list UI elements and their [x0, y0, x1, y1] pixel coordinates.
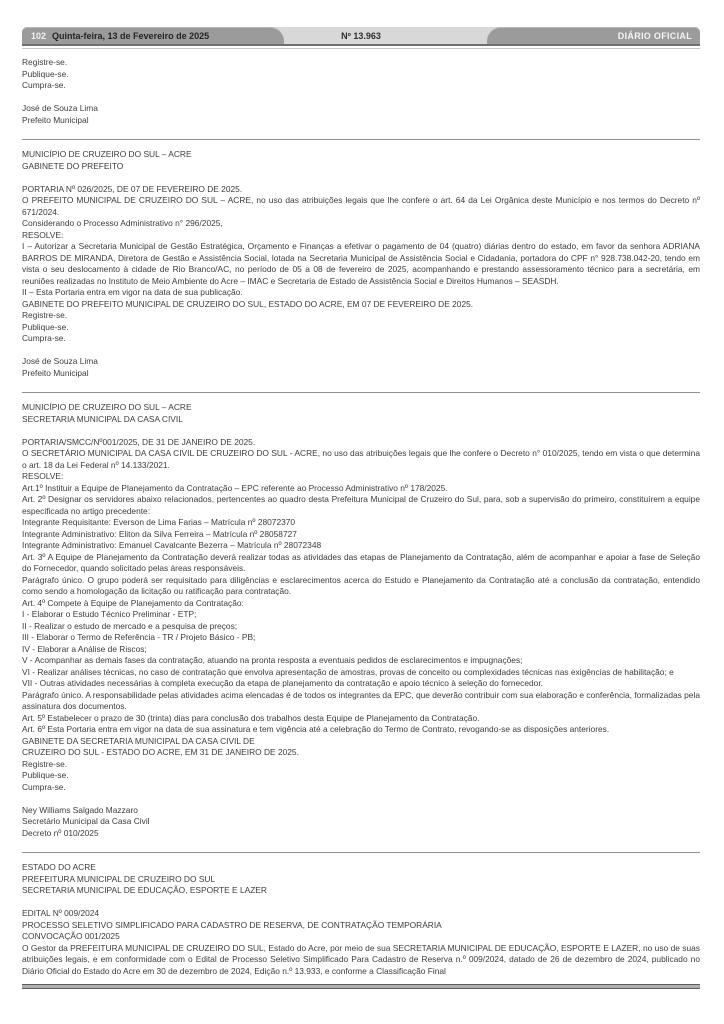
blank-line — [22, 425, 700, 437]
document-paragraph: SECRETARIA MUNICIPAL DA CASA CIVIL — [22, 413, 183, 424]
gazette-title: DIÁRIO OFICIAL — [617, 30, 692, 41]
document-paragraph: Parágrafo único. A responsabilidade pelas atividades acima elencadas é de todos os integrantes da EPC, que deverão contribuir com sua elaboração e conferência, formalizadas pela assinatura dos documentos. — [22, 689, 700, 711]
document-paragraph: III - Elaborar o Termo de Referência - TR / Projeto Básico - PB; — [22, 632, 256, 642]
document-paragraph: Publique-se. — [22, 770, 69, 780]
document-paragraph: Registre-se. — [22, 57, 68, 67]
masthead — [22, 0, 700, 49]
document-paragraph: Prefeito Municipal — [22, 367, 89, 378]
document-paragraph: O SECRETÁRIO MUNICIPAL DA CASA CIVIL DE CRUZEIRO DO SUL - ACRE, no uso das atribuições legais que lhe confere o Decreto n° 010/2025, tendo em vista o que determina o art. 18 da Lei Federal nº 14.133/2021. — [22, 448, 700, 470]
document-paragraph: José de Souza Lima — [22, 356, 98, 366]
document-paragraph: Cumpra-se. — [22, 333, 66, 343]
signature-block-prefeito-top — [22, 57, 700, 126]
document-paragraph: V - Acompanhar as demais fases da contratação, atuando na pronta resposta a eventuais pedidos de esclarecimentos e impugnações; — [22, 655, 523, 665]
document-paragraph: MUNICÍPIO DE CRUZEIRO DO SUL – ACRE — [22, 402, 192, 412]
document-paragraph: MUNICÍPIO DE CRUZEIRO DO SUL – ACRE — [22, 149, 192, 159]
document-paragraph: José de Souza Lima — [22, 103, 98, 113]
document-paragraph: Integrante Requisitante: Everson de Lima Farias – Matrícula nº 28072370 — [22, 517, 296, 527]
gazette-title-tab — [487, 27, 700, 44]
edital-009-2024 — [22, 862, 700, 977]
masthead-bar — [22, 27, 700, 44]
edition-number: Nº 13.963 — [341, 30, 381, 41]
document-paragraph: Art. 4º Compete à Equipe de Planejamento da Contratação: — [22, 597, 244, 608]
document-paragraph: SECRETARIA MUNICIPAL DE EDUCAÇÃO, ESPORTE E LAZER — [22, 885, 267, 895]
section-divider — [22, 139, 700, 140]
document-paragraph: I - Elaborar o Estudo Técnico Preliminar - ETP; — [22, 609, 197, 619]
masthead-rule-dark — [22, 44, 700, 46]
document-paragraph: Cumpra-se. — [22, 80, 66, 90]
document-paragraph: CRUZEIRO DO SUL - ESTADO DO ACRE, EM 31 DE JANEIRO DE 2025. — [22, 747, 299, 757]
masthead-date: Quinta-feira, 13 de Fevereiro de 2025 — [52, 30, 210, 41]
document-paragraph: PORTARIA/SMCC/Nº001/2025, DE 31 DE JANEIRO DE 2025. — [22, 436, 256, 447]
document-paragraph: Decreto nº 010/2025 — [22, 827, 99, 838]
document-paragraph: ESTADO DO ACRE — [22, 862, 96, 872]
portaria-026-2025 — [22, 149, 700, 379]
document-paragraph: GABINETE DO PREFEITO MUNICIPAL DE CRUZEIRO DO SUL, ESTADO DO ACRE, EM 07 DE FEVEREIRO DE 2025. — [22, 298, 474, 309]
blank-line — [22, 793, 700, 805]
document-paragraph: Registre-se. — [22, 758, 68, 769]
blank-line — [22, 897, 700, 909]
document-paragraph: Registre-se. — [22, 310, 68, 320]
document-paragraph: EDITAL Nº 009/2024 — [22, 908, 100, 918]
document-paragraph: CONVOCAÇÃO 001/2025 — [22, 931, 120, 941]
document-paragraph: PORTARIA Nº 026/2025, DE 07 DE FEVEREIRO DE 2025. — [22, 183, 243, 194]
document-paragraph: Prefeito Municipal — [22, 114, 89, 125]
blank-line — [22, 172, 700, 184]
document-paragraph: Ney Williams Salgado Mazzaro — [22, 804, 138, 815]
blank-line — [22, 92, 700, 104]
document-paragraph: Parágrafo único. O grupo poderá ser requisitado para diligências e esclarecimentos acerca do Estudo e Planejamento da Contratação até a conclusão da contratação, entendido como sendo a homologação da licitação ou ratificação para contratação. — [22, 574, 700, 596]
document-paragraph: I – Autorizar a Secretaria Municipal de Gestão Estratégica, Orçamento e Finanças a efetivar o pagamento de 04 (quatro) diárias dentro do estado, em favor da senhora ADRIANA BARROS DE MIRANDA, Diretora de Gestão e Assistência Social, lotada na Secretaria Municipal de Assistência Social e Cidadania, portadora do CPF n° 928.738.042-20, tendo em vista o seu deslocamento à cidade de Rio Branco/AC, no período de 05 a 08 de fevereiro de 2025, acompanhando e prestando assessoramento técnico para a secretária, em reuniões realizadas no Instituto de Meio Ambiente do Acre – IMAC e Secretaria de Estado de Assistência Social e Direitos Humanos – SEASDH. — [22, 241, 700, 286]
document-paragraph: Publique-se. — [22, 68, 69, 79]
document-paragraph: VI - Realizar análises técnicas, no caso de contratação que envolva apresentação de amostras, provas de conceito ou complexidades técnicas nas exigências de habilitação; e — [22, 666, 674, 677]
document-paragraph: PREFEITURA MUNICIPAL DE CRUZEIRO DO SUL — [22, 873, 216, 884]
section-divider — [22, 852, 700, 853]
document-paragraph: PROCESSO SELETIVO SIMPLIFICADO PARA CADASTRO DE RESERVA, DE CONTRATAÇÃO TEMPORÁRIA — [22, 919, 442, 930]
document-paragraph: Art. 5º Estabelecer o prazo de 30 (trinta) dias para conclusão dos trabalhos desta Equipe de Planejamento da Contratação. — [22, 712, 480, 723]
document-paragraph: II - Realizar o estudo de mercado e a pesquisa de preços; — [22, 620, 238, 631]
section-divider-thick — [22, 984, 700, 989]
blank-line — [22, 345, 700, 357]
document-paragraph: RESOLVE: — [22, 229, 64, 240]
portaria-smcc-001-2025 — [22, 402, 700, 839]
document-paragraph: VII - Outras atividades necessárias à completa execução da etapa de planejamento da contratação e apoio técnico à seleção do fornecedor. — [22, 678, 543, 688]
document-paragraph: Integrante Administrativo: Eliton da Silva Ferreira – Matrícula nº 28058727 — [22, 528, 297, 539]
document-paragraph: Secretário Municipal da Casa Civil — [22, 816, 150, 826]
document-paragraph: Art. 3º A Equipe de Planejamento da Contratação deverá realizar todas as atividades das etapas de Planejamento da Contratação, além de acompanhar e apoiar a fase de Seleção do Fornecedor, quando solicitado pelas áreas responsáveis. — [22, 551, 700, 573]
document-paragraph: GABINETE DO PREFEITO — [22, 160, 124, 171]
date-tab — [22, 27, 284, 44]
section-divider — [22, 392, 700, 393]
document-paragraph: O PREFEITO MUNICIPAL DE CRUZEIRO DO SUL – ACRE, no uso das atribuições legais que lhe confere o art. 64 da Lei Orgânica deste Município e nos termos do Decreto nº 671/2024. — [22, 195, 700, 217]
document-paragraph: Considerando o Processo Administrativo n° 296/2025, — [22, 218, 223, 228]
document-paragraph: O Gestor da PREFEITURA MUNICIPAL DE CRUZEIRO DO SUL, Estado do Acre, por meio de sua SECRETARIA MUNICIPAL DE EDUCAÇÃO, ESPORTE E LAZER, no uso de suas atribuições legais, e em conformidade com o Edital de Processo Seletivo Simplificado Para Cadastro de Reserva n.º 009/2024, datado de 26 de dezembro de 2024, publicado no Diário Oficial do Estado do Acre em 30 de dezembro de 2024, Edição n.º 13.933, e conforme a Classificação Final — [22, 942, 700, 976]
document-paragraph: Cumpra-se. — [22, 781, 66, 792]
document-paragraph: II – Esta Portaria entra em vigor na data de sua publicação. — [22, 287, 243, 297]
page-number: 102 — [31, 30, 47, 41]
document-paragraph: GABINETE DA SECRETARIA MUNICIPAL DA CASA CIVIL DE — [22, 735, 255, 746]
document-paragraph: IV - Elaborar a Análise de Riscos; — [22, 643, 147, 654]
document-paragraph: Publique-se. — [22, 321, 69, 332]
document-paragraph: Art. 2º Designar os servidores abaixo relacionados, pertencentes ao quadro desta Prefeitura Municipal de Cruzeiro do Sul, para, sob a supervisão do primeiro, constituírem a equipe especificada no artigo precedente: — [22, 494, 700, 516]
document-paragraph: Art.1º Instituir a Equipe de Planejamento da Contratação – EPC referente ao Processo Administrativo nº 178/2025. — [22, 482, 448, 493]
document-paragraph: RESOLVE: — [22, 471, 64, 481]
document-paragraph: Art. 6º Esta Portaria entra em vigor na data de sua assinatura e tem vigência até a celebração do Termo de Contrato, revogando-se as disposições anteriores. — [22, 724, 610, 734]
document-paragraph: Integrante Administrativo: Emanuel Cavalcante Bezerra – Matrícula nº 28072348 — [22, 540, 322, 550]
document-body — [22, 49, 700, 989]
